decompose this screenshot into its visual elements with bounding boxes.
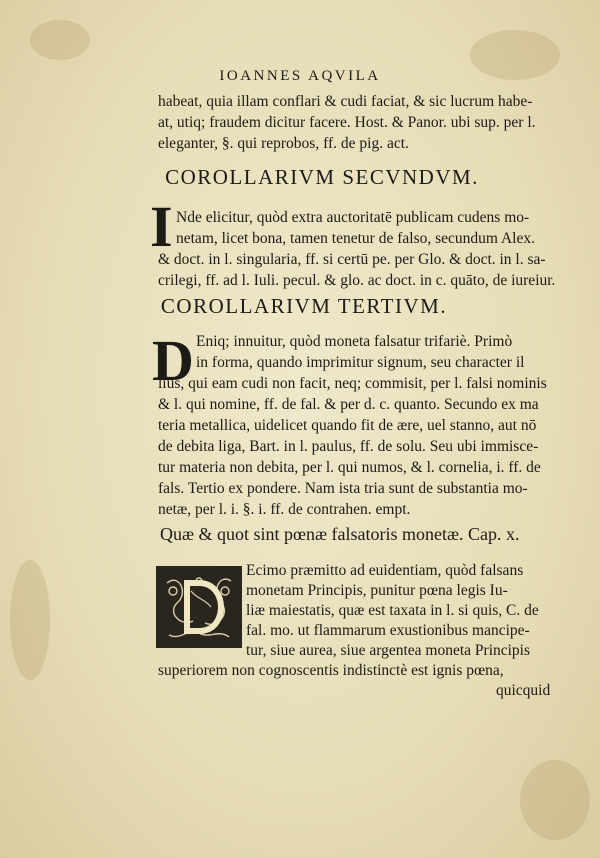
text-line: tur, siue aurea, siue argentea moneta Principis <box>246 642 531 659</box>
initial-letter <box>176 582 208 626</box>
initial-letter: D <box>152 328 194 393</box>
text-line: Ecimo præmitto ad euidentiam, quòd falsans <box>246 562 524 579</box>
text-line: crilegi, ff. ad l. Iuli. pecul. & glo. ac doct. in c. quāto, de iureiur. <box>158 272 556 289</box>
text-line: Nde elicitur, quòd extra auctoritatē publicam cudens mo- <box>176 209 530 226</box>
text-line: fals. Tertio ex pondere. Nam ista tria sunt de substantia mo- <box>158 480 528 497</box>
paper-stain <box>30 20 90 60</box>
text-line: in forma, quando imprimitur signum, seu character il <box>196 354 525 371</box>
text-line: fal. mo. ut flammarum exustionibus mancipe- <box>246 622 530 639</box>
chapter-title: Quæ & quot sint pœnæ falsatoris monetæ. Cap. x. <box>160 524 520 544</box>
running-head: IOANNES AQVILA <box>219 68 381 84</box>
text-line: netæ, per l. i. §. i. ff. de contrahen. empt. <box>158 501 411 518</box>
text-line: lius, qui eam cudi non facit, neq; commisit, per l. falsi nominis <box>158 375 547 392</box>
text-line: monetam Principis, punitur pœna legis Iu- <box>246 582 508 599</box>
section-heading: COROLLARIVM SECVNDVM. <box>165 165 479 189</box>
text-line: tur materia non debita, per l. qui numos, & l. cornelia, i. ff. de <box>158 459 541 476</box>
text-line: habeat, quia illam conflari & cudi faciat, & sic lucrum habe- <box>158 93 533 110</box>
text-line: at, utiq; fraudem dicitur facere. Host. & Panor. ubi sup. per l. <box>158 114 536 131</box>
section-heading: COROLLARIVM TERTIVM. <box>160 294 448 318</box>
text-line: de debita liga, Bart. in l. paulus, ff. de solu. Seu ubi immisce- <box>158 438 539 455</box>
text-line: liæ maiestatis, quæ est taxata in l. si quis, C. de <box>246 602 539 619</box>
text-line: netam, licet bona, tamen tenetur de falso, secundum Alex. <box>176 230 535 247</box>
catchword: quicquid <box>496 682 551 699</box>
text-line: teria metallica, uidelicet quando fit de ære, uel stanno, aut nō <box>158 417 537 434</box>
text-line: eleganter, §. qui reprobos, ff. de pig. act. <box>158 135 409 152</box>
paper-stain <box>520 760 590 840</box>
paper-stain <box>10 560 50 680</box>
text-line: & l. qui nomine, ff. de fal. & per d. c. quanto. Secundo ex ma <box>158 396 539 413</box>
text-line: & doct. in l. singularia, ff. si certū pe. per Glo. & doct. in l. sa- <box>158 251 546 268</box>
text-line: superiorem non cognoscentis indistinctè est ignis pœna, <box>158 662 504 679</box>
text-line: Eniq; innuitur, quòd moneta falsatur trifariè. Primò <box>196 333 513 350</box>
initial-letter: I <box>150 194 173 259</box>
